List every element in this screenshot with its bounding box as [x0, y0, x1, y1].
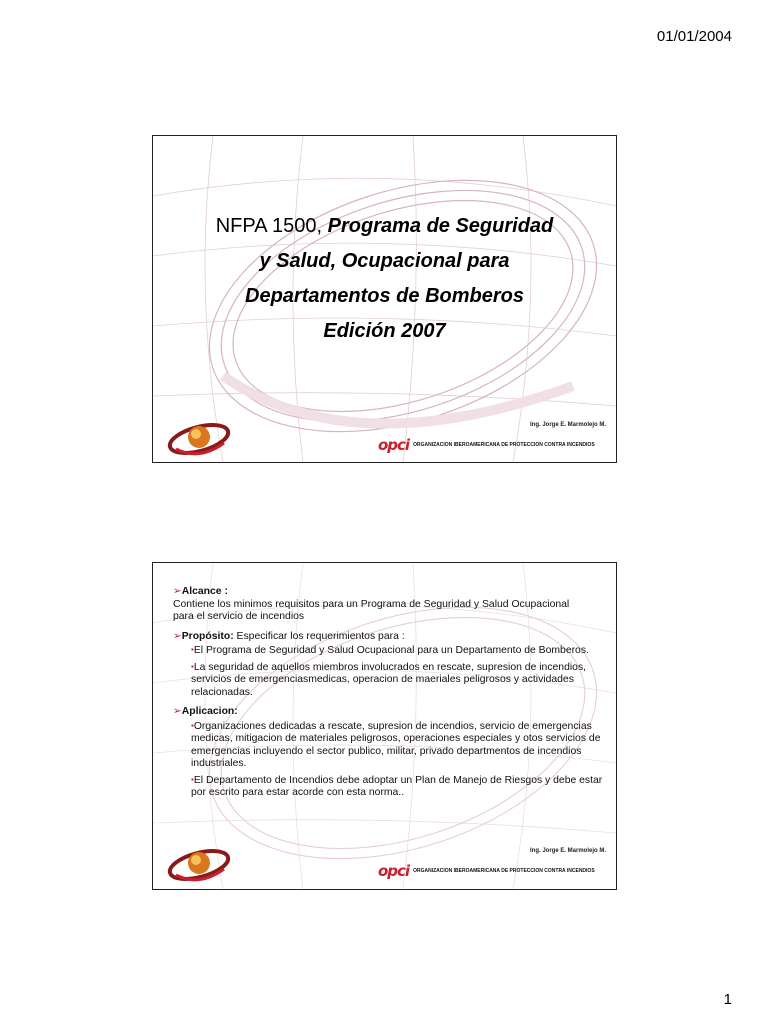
- list-item: ▪El Departamento de Incendios debe adoptar un Plan de Manejo de Riesgos y debe estar por escrito para estar acorde con esta norma..: [191, 774, 603, 798]
- square-bullet-icon: ▪: [191, 774, 194, 784]
- opci-logo: opci: [378, 436, 410, 454]
- fire-emblem-icon: [166, 839, 232, 889]
- org-footer: [378, 436, 595, 454]
- list-item: ▪El Programa de Seguridad y Salud Ocupacional para un Departamento de Bomberos.: [191, 645, 589, 656]
- opci-logo: opci: [378, 862, 410, 880]
- title-line3: Departamentos de Bomberos: [245, 285, 524, 307]
- arrow-bullet-icon: ➢: [173, 586, 182, 597]
- section-alcance: [173, 586, 603, 624]
- title-line2: y Salud, Ocupacional para: [259, 250, 510, 272]
- org-name: ORGANIZACION IBEROAMERICANA DE PROTECCION CONTRA INCENDIOS: [413, 868, 595, 874]
- section-proposito: [173, 631, 603, 700]
- square-bullet-icon: ▪: [191, 645, 194, 654]
- proposito-intro: Especificar los requerimientos para :: [233, 630, 405, 642]
- author: Ing. Jorge E. Marmolejo M.: [529, 848, 606, 854]
- title-line1-prefix: NFPA 1500,: [215, 215, 323, 237]
- title-line1-rest: Programa de Seguridad: [327, 215, 554, 237]
- arrow-bullet-icon: ➢: [173, 706, 182, 717]
- alcance-text-2: para el servicio de incendios: [173, 611, 305, 622]
- org-footer: [378, 862, 595, 880]
- slide-title-text: [153, 209, 616, 349]
- title-line4: Edición 2007: [323, 320, 446, 342]
- aplicacion-heading: Aplicacion:: [181, 706, 238, 717]
- fire-emblem-icon: [166, 413, 232, 463]
- page-number: 1: [723, 991, 732, 1008]
- list-item: ▪Organizaciones dedicadas a rescate, supresion de incendios, servicio de emergencias medicas, mitigacion de materiales peligrosos, operaciones especiales y otos servicios de emergencias incluyendo el sector publico, militar, privado departmentos de incendios industriales.: [191, 720, 601, 769]
- square-bullet-icon: ▪: [191, 720, 194, 730]
- alcance-heading: Alcance :: [181, 586, 228, 597]
- alcance-text-1: Contiene los minimos requisitos para un Programa de Seguridad y Salud Ocupacional: [173, 598, 570, 610]
- slide-content: [152, 562, 617, 890]
- list-item: ▪La seguridad de aquellos miembros involucrados en rescate, supresion de incendios, servicios de emergenciasmedicas, operacion de maeriales peligrosos y actividades relacionadas.: [191, 661, 587, 698]
- section-aplicacion: [173, 706, 603, 800]
- proposito-heading: Propósito:: [181, 630, 234, 642]
- org-name: ORGANIZACION IBEROAMERICANA DE PROTECCION CONTRA INCENDIOS: [413, 442, 595, 448]
- slide-body: [173, 586, 603, 807]
- square-bullet-icon: ▪: [191, 661, 194, 671]
- author: Ing. Jorge E. Marmolejo M.: [529, 422, 606, 428]
- arrow-bullet-icon: ➢: [173, 630, 182, 642]
- slide-title: [152, 135, 617, 463]
- page-date: 01/01/2004: [656, 28, 732, 45]
